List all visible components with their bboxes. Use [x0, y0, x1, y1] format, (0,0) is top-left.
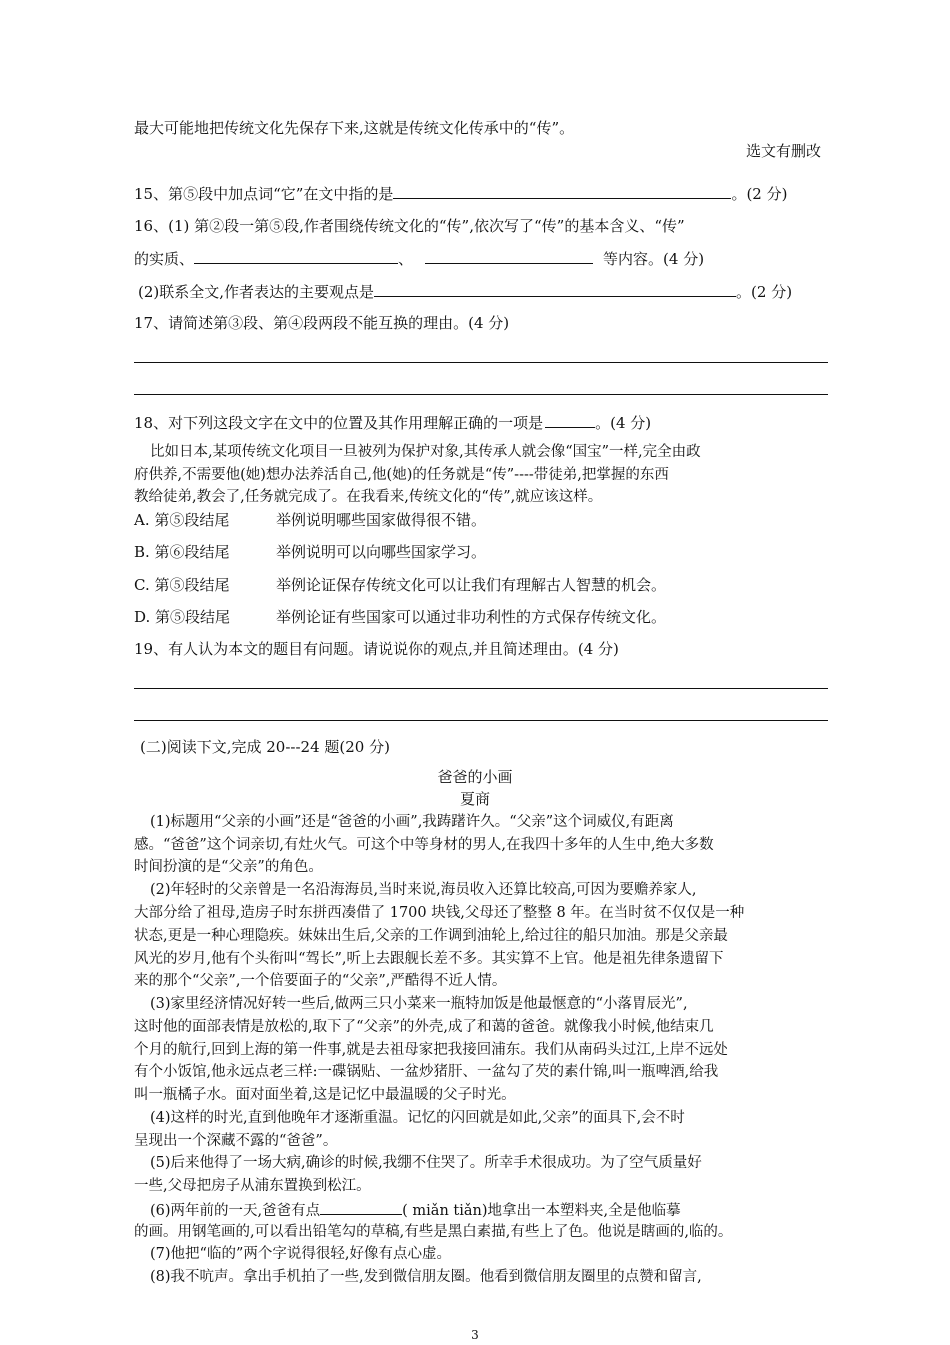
section-heading: (二)阅读下文,完成 20---24 题(20 分): [140, 738, 390, 756]
question-16-part2-text: (2)联系全文,作者表达的主要观点是: [138, 283, 375, 301]
article-line: 个月的航行,回到上海的第一件事,就是去祖母家把我接回浦东。我们从南码头过江,上岸不远处: [134, 1042, 728, 1058]
question-18-score: 。(4 分): [595, 414, 652, 432]
article-line: (3)家里经济情况好转一些后,做两三只小菜来一瓶特加饭是他最惬意的“小落胃辰光”,: [150, 996, 688, 1012]
article-line: (4)这样的时光,直到他晚年才逐渐重温。记忆的闪回就是如此,父亲”的面具下,会不时: [150, 1110, 685, 1126]
article-line: (6)两年前的一天,爸爸有点 ( miǎn tiǎn)地拿出一本塑料夹,全是他临摹: [150, 1199, 681, 1221]
page-number: 3: [471, 1328, 479, 1342]
article-line: 来的那个“父亲”,一个倍要面子的“父亲”,严酷得不近人情。: [134, 973, 507, 989]
option-d[interactable]: D. 第⑤段结尾: [134, 608, 231, 626]
question-16-part2: [138, 281, 792, 302]
article-line: (8)我不吭声。拿出手机拍了一些,发到微信朋友圈。他看到微信朋友圈里的点赞和留言,: [150, 1269, 702, 1285]
article-line: 风光的岁月,他有个头衔叫“驾长”,听上去跟舰长差不多。其实算不上官。他是祖先律条遗留下: [134, 951, 724, 967]
article-line: (2)年轻时的父亲曾是一名沿海海员,当时来说,海员收入还算比较高,可因为要赡养家人,: [150, 882, 697, 898]
question-16-part2-score: 。(2 分): [736, 283, 793, 301]
passage-line: 比如日本,某项传统文化项目一旦被列为保护对象,其传承人就会像“国宝”一样,完全由政: [150, 444, 701, 460]
article-line: 呈现出一个深藏不露的“爸爸”。: [134, 1133, 338, 1149]
option-b[interactable]: B. 第⑥段结尾: [134, 543, 230, 561]
question-16-part1-blanks: [134, 248, 704, 269]
question-16-part1: 16、(1) 第②段一第⑤段,作者围绕传统文化的“传”,依次写了“传”的基本含义、“传”: [134, 217, 685, 235]
question-19: 19、有人认为本文的题目有问题。请说说你的观点,并且简述理由。(4 分): [134, 640, 619, 658]
option-d-desc: 举例论证有些国家可以通过非功利性的方式保存传统文化。: [276, 608, 667, 626]
article-line: 大部分给了祖母,造房子时东拼西凑借了 1700 块钱,父母还了整整 8 年。在当时贫不仅仅是一种: [134, 905, 745, 921]
article-line: 时间扮演的是“父亲”的角色。: [134, 859, 323, 875]
answer-blank-18[interactable]: [545, 412, 595, 428]
question-17: 17、请简述第③段、第④段两段不能互换的理由。(4 分): [134, 314, 510, 332]
article-line: 这时他的面部表情是放松的,取下了“父亲”的外壳,成了和蔼的爸爸。就像我小时候,他结束几: [134, 1019, 714, 1035]
article-title: 爸爸的小画: [437, 768, 513, 786]
answer-blank-16c[interactable]: [374, 281, 736, 297]
question-16-suffix: 等内容。(4 分): [603, 250, 705, 268]
article-line: 叫一瓶橘子水。面对面坐着,这是记忆中最温暖的父子时光。: [134, 1087, 516, 1103]
answer-blank-16a[interactable]: [194, 248, 398, 264]
option-b-desc: 举例说明可以向哪些国家学习。: [276, 543, 487, 561]
article-line: 感。“爸爸”这个词亲切,有灶火气。可这个中等身材的男人,在我四十多年的人生中,绝大多数: [134, 837, 714, 853]
article-line: 状态,更是一种心理隐疾。妹妹出生后,父亲的工作调到油轮上,给过往的船只加油。那是父亲最: [134, 928, 728, 944]
option-c-desc: 举例论证保存传统文化可以让我们有理解古人智慧的机会。: [276, 576, 667, 594]
article-line: (7)他把“临的”两个字说得很轻,好像有点心虚。: [150, 1246, 451, 1262]
article-line: (5)后来他得了一场大病,确诊的时候,我绷不住哭了。所幸手术很成功。为了空气质量好: [150, 1155, 702, 1171]
option-a[interactable]: A. 第⑤段结尾: [134, 511, 230, 529]
answer-line[interactable]: [134, 720, 828, 721]
question-15-text: 15、第⑤段中加点词“它”在文中指的是: [134, 185, 394, 203]
answer-line[interactable]: [134, 362, 828, 363]
option-c[interactable]: C. 第⑤段结尾: [134, 576, 230, 594]
source-note: 选文有删改: [746, 142, 822, 160]
question-15-score: 。(2 分): [731, 185, 788, 203]
question-18-text: 18、对下列这段文字在文中的位置及其作用理解正确的一项是: [134, 414, 544, 432]
question-18: [134, 412, 651, 433]
article-line: 的画。用钢笔画的,可以看出铅笔勾的草稿,有些是黑白素描,有些上了色。他说是瞎画的,临的。: [134, 1224, 733, 1240]
answer-blank-15[interactable]: [393, 183, 731, 199]
answer-blank-20[interactable]: [320, 1199, 402, 1215]
answer-line[interactable]: [134, 394, 828, 395]
article-line: (1)标题用“父亲的小画”还是“爸爸的小画”,我踌躇许久。“父亲”这个词威仪,有距离: [150, 814, 674, 830]
passage-line: 府供养,不需要他(她)想办法养活自己,他(她)的任务就是“传”----带徒弟,把掌握的东西: [134, 467, 669, 483]
passage-line: 教给徒弟,教会了,任务就完成了。在我看来,传统文化的“传”,就应该这样。: [134, 489, 603, 505]
option-a-desc: 举例说明哪些国家做得很不错。: [276, 511, 487, 529]
article-line: 一些,父母把房子从浦东置换到松江。: [134, 1178, 371, 1194]
question-15: [134, 183, 787, 204]
separator: 、: [398, 250, 414, 268]
answer-line[interactable]: [134, 688, 828, 689]
question-16-prefix: 的实质、: [134, 250, 195, 268]
article-author: 夏商: [459, 790, 490, 808]
answer-blank-16b[interactable]: [425, 248, 593, 264]
article-line: 有个小饭馆,他永远点老三样:一碟锅贴、一盆炒猪肝、一盆勾了芡的素什锦,叫一瓶啤酒,给我: [134, 1064, 719, 1080]
text-line: 最大可能地把传统文化先保存下来,这就是传统文化传承中的“传”。: [134, 119, 575, 137]
